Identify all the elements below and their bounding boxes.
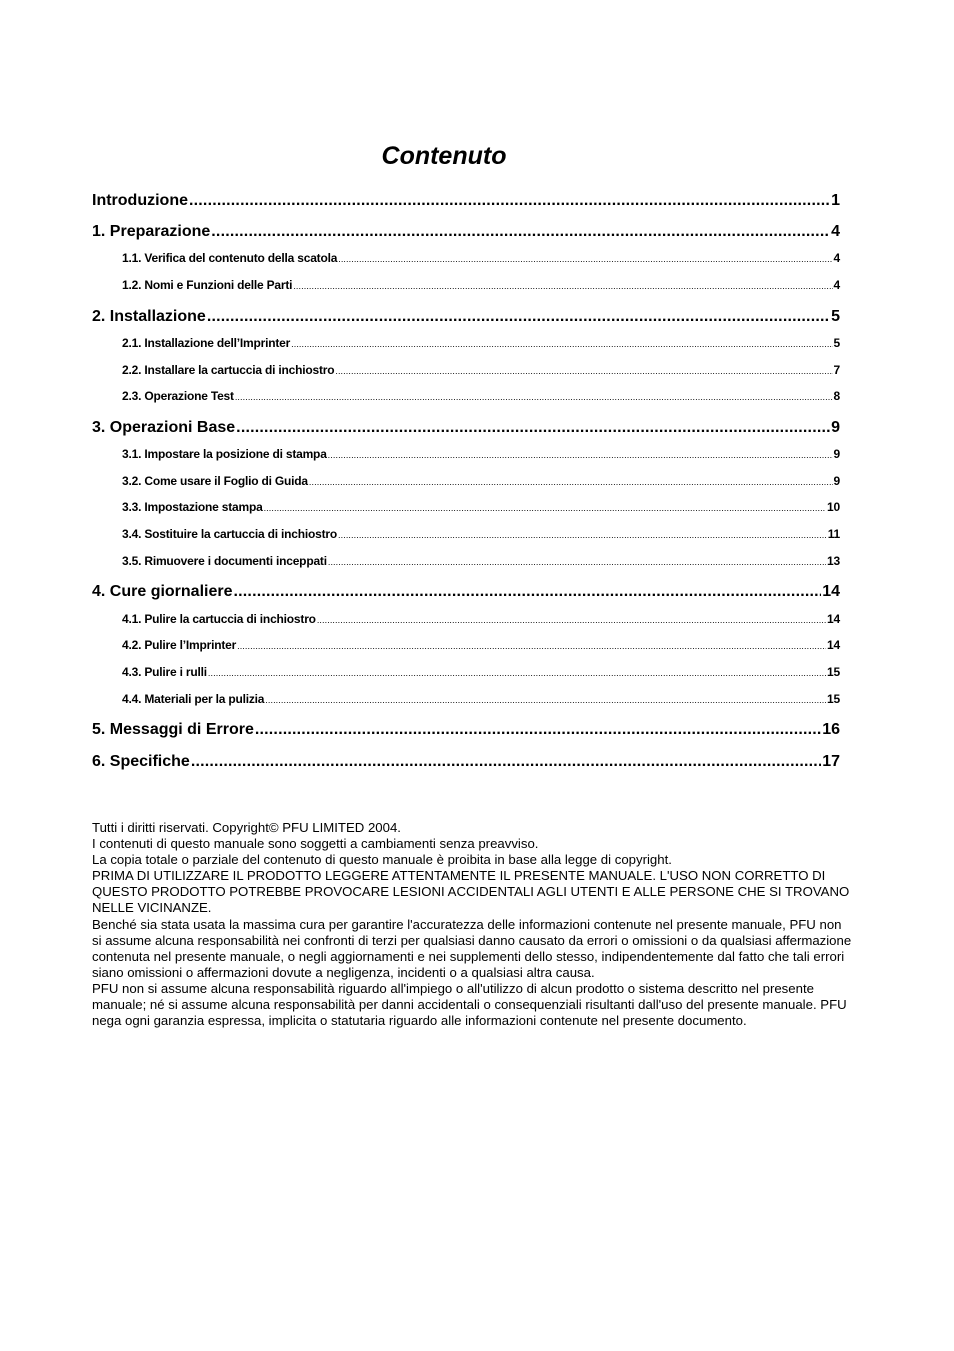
toc-entry-page: 16 (822, 721, 840, 738)
toc-entry-label: 1. Preparazione (92, 223, 211, 240)
toc-leader-dots (309, 477, 833, 487)
toc-entry-label: 2.2. Installare la cartuccia di inchiostro (122, 363, 335, 377)
toc-entry-label: Introduzione (92, 192, 188, 209)
toc-entry-page: 9 (833, 474, 840, 488)
toc-entry-page: 9 (833, 447, 840, 461)
toc-entry-page: 15 (827, 692, 840, 706)
legal-notice (92, 820, 852, 1029)
toc-leader-dots (191, 753, 821, 771)
liability-disclaimer: Benché sia stata usata la massima cura per garantire l'accuratezza delle informazioni contenute nel presente manuale, PFU non si assume alcuna responsabilità nei confronti di terzi per qualsiasi danno causato da errori o omissioni o da qualsiasi affermazione contenuta nel presente manuale, o negli aggiornamenti e nei supplementi dello stesso, indipendentemente dal fatto che tali errori siano omissioni o affermazioni dovute a negligenza, incidenti o a qualsiasi altra causa. (92, 916, 852, 980)
toc-entry-page: 14 (822, 583, 840, 600)
toc-leader-dots (328, 557, 826, 567)
toc-leader-dots (265, 695, 826, 705)
toc-entry[interactable] (92, 223, 840, 241)
toc-entry-label: 2.3. Operazione Test (122, 389, 234, 403)
toc-leader-dots (207, 308, 830, 326)
toc-leader-dots (264, 503, 826, 513)
toc-entry-page: 5 (831, 308, 840, 325)
toc-entry-page: 1 (831, 192, 840, 209)
toc-entry-page: 17 (822, 753, 840, 770)
toc-entry[interactable] (92, 308, 840, 326)
toc-subentry[interactable] (122, 363, 840, 377)
toc-entry-label: 4.2. Pulire l’Imprinter (122, 638, 237, 652)
toc-entry[interactable] (92, 419, 840, 437)
toc-leader-dots (328, 450, 833, 460)
toc-entry-page: 9 (831, 419, 840, 436)
safety-warning: PRIMA DI UTILIZZARE IL PRODOTTO LEGGERE ATTENTAMENTE IL PRESENTE MANUALE. L'USO NON CORRETTO DI QUESTO PRODOTTO POTREBBE PROVOCARE LESIONI ACCIDENTALI AGLI UTENTI E ALLE PERSONE CHE SI TROVANO NELLE VICINANZE. (92, 868, 850, 916)
copy-restriction: La copia totale o parziale del contenuto di questo manuale è proibita in base alla legge di copyright. (92, 852, 672, 868)
toc-entry-page: 4 (831, 223, 840, 240)
toc-subentry[interactable] (122, 612, 840, 626)
toc-entry-page: 15 (827, 665, 840, 679)
toc-entry-label: 3.4. Sostituire la cartuccia di inchiostro (122, 527, 338, 541)
toc-leader-dots (338, 254, 832, 264)
toc-entry-label: 2. Installazione (92, 308, 206, 325)
toc-entry-page: 4 (833, 278, 840, 292)
toc-subentry[interactable] (122, 251, 840, 265)
toc-entry-page: 14 (827, 638, 840, 652)
toc-entry-page: 7 (833, 363, 840, 377)
toc-leader-dots (317, 615, 826, 625)
toc-subentry[interactable] (122, 474, 840, 488)
toc-leader-dots (338, 530, 827, 540)
toc-subentry[interactable] (122, 638, 840, 652)
toc-entry-page: 5 (833, 336, 840, 350)
toc-entry[interactable] (92, 583, 840, 601)
toc-subentry[interactable] (122, 447, 840, 461)
toc-leader-dots (237, 641, 826, 651)
toc-entry-label: 4.1. Pulire la cartuccia di inchiostro (122, 612, 316, 626)
toc-subentry[interactable] (122, 527, 840, 541)
toc-subentry[interactable] (122, 336, 840, 350)
toc-entry-label: 1.1. Verifica del contenuto della scatola (122, 251, 338, 265)
toc-leader-dots (335, 366, 832, 376)
toc-entry-page: 4 (833, 251, 840, 265)
toc-entry-page: 10 (827, 500, 840, 514)
toc-leader-dots (211, 223, 830, 241)
toc-entry-label: 3.5. Rimuovere i documenti inceppati (122, 554, 327, 568)
change-notice: I contenuti di questo manuale sono soggetti a cambiamenti senza preavviso. (92, 836, 539, 852)
toc-entry-page: 13 (827, 554, 840, 568)
toc-leader-dots (236, 419, 830, 437)
page-title: Contenuto (381, 142, 507, 170)
toc-entry-label: 5. Messaggi di Errore (92, 721, 254, 738)
toc-leader-dots (255, 721, 821, 739)
toc-subentry[interactable] (122, 554, 840, 568)
toc-subentry[interactable] (122, 278, 840, 292)
toc-leader-dots (291, 339, 832, 349)
toc-leader-dots (208, 668, 826, 678)
toc-leader-dots (234, 583, 822, 601)
toc-subentry[interactable] (122, 692, 840, 706)
toc-subentry[interactable] (122, 389, 840, 403)
toc-entry-label: 3. Operazioni Base (92, 419, 236, 436)
toc-entry[interactable] (92, 753, 840, 771)
toc-entry-label: 3.2. Come usare il Foglio di Guida (122, 474, 308, 488)
toc-entry-label: 2.1. Installazione dell’Imprinter (122, 336, 291, 350)
toc-entry[interactable] (92, 721, 840, 739)
toc-leader-dots (189, 192, 830, 210)
toc-subentry[interactable] (122, 500, 840, 514)
toc-entry-label: 3.1. Impostare la posizione di stampa (122, 447, 327, 461)
toc-entry-label: 6. Specifiche (92, 753, 190, 770)
toc-entry-label: 3.3. Impostazione stampa (122, 500, 263, 514)
toc-entry-label: 1.2. Nomi e Funzioni delle Parti (122, 278, 293, 292)
toc-entry-page: 14 (827, 612, 840, 626)
toc-subentry[interactable] (122, 665, 840, 679)
toc-entry[interactable] (92, 192, 840, 210)
toc-entry-label: 4.3. Pulire i rulli (122, 665, 207, 679)
warranty-disclaimer: PFU non si assume alcuna responsabilità riguardo all'impiego o all'utilizzo di alcun prodotto o sistema descritto nel presente manuale; né si assume alcuna responsabilità per danni accidentali o consequenziali risultanti dall'uso del presente manuale. PFU nega ogni garanzia espressa, implicita o statutaria riguardo alle informazioni contenute nel presente documento. (92, 980, 847, 1029)
toc-leader-dots (235, 392, 833, 402)
toc-entry-label: 4. Cure giornaliere (92, 583, 233, 600)
toc-entry-label: 4.4. Materiali per la pulizia (122, 692, 265, 706)
toc-entry-page: 8 (833, 389, 840, 403)
copyright-line: Tutti i diritti riservati. Copyright© PFU LIMITED 2004. (92, 820, 401, 835)
toc-leader-dots (293, 281, 832, 291)
toc-entry-page: 11 (827, 527, 840, 541)
